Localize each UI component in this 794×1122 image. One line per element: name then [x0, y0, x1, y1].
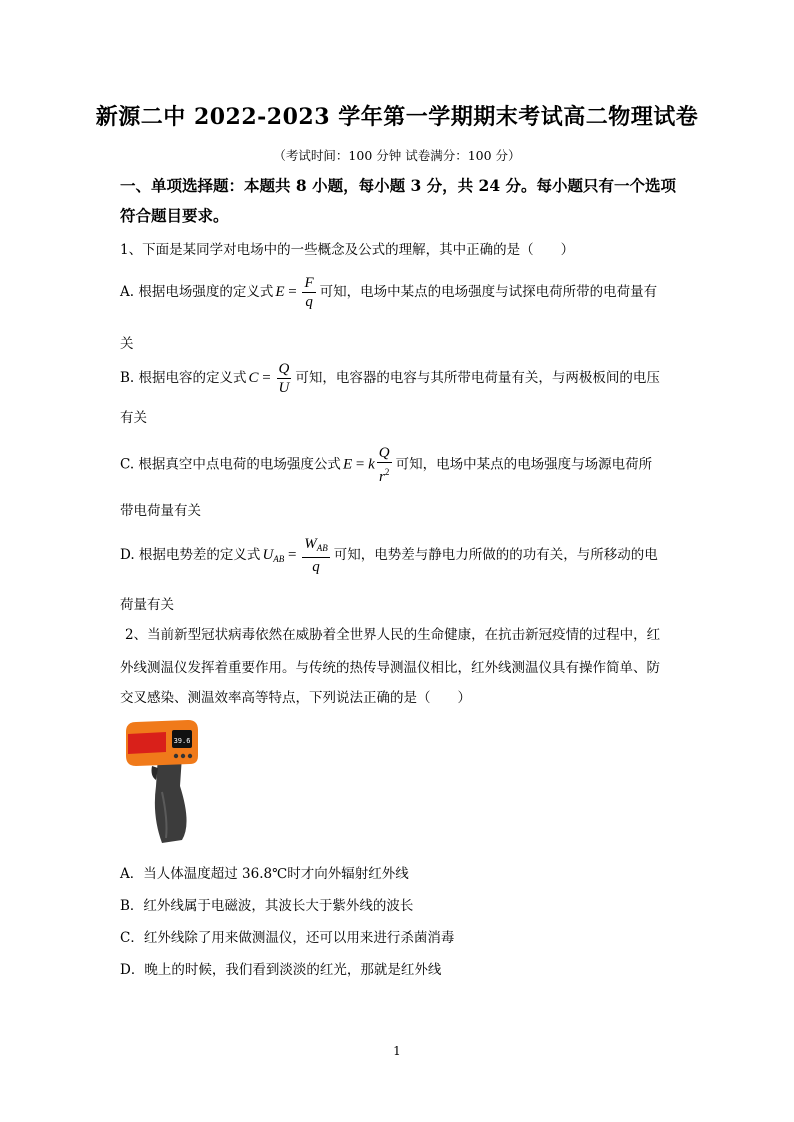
q1-option-c-cont: 带电荷量有关 — [120, 503, 201, 519]
sym-eq: = — [284, 283, 301, 300]
q1-b-pre: B. 根据电容的定义式 — [120, 370, 247, 386]
page-number: 1 — [393, 1044, 401, 1058]
sym-sub-ab: AB — [273, 553, 285, 564]
formula-e-f-q — [275, 274, 317, 311]
infrared-thermometer-image — [122, 716, 202, 846]
sym-eq: = — [258, 369, 275, 386]
q1-stem: 1、下面是某同学对电场中的一些概念及公式的理解，其中正确的是（ ） — [120, 242, 575, 258]
sym-sub-ab: AB — [316, 543, 328, 553]
thermometer-reading: 39.6 — [173, 737, 191, 745]
sym-q-cap: Q — [378, 445, 390, 461]
sym-r2 — [377, 463, 392, 486]
sym-u: U — [278, 380, 290, 396]
frac-wab-q — [302, 535, 330, 576]
q2-stem-line1: 2、当前新型冠状病毒依然在威胁着全世界人民的生命健康，在抗击新冠疫情的过程中，红 — [125, 627, 661, 643]
sym-eq: = — [352, 456, 369, 473]
thermometer-button-3 — [188, 754, 192, 758]
q1-option-d-cont: 荷量有关 — [120, 597, 174, 613]
sym-wab — [302, 535, 330, 558]
sym-c: C — [248, 369, 259, 386]
q2-option-c: C．红外线除了用来做测温仪，还可以用来进行杀菌消毒 — [120, 930, 455, 946]
sym-q-cap: Q — [278, 361, 290, 377]
q1-b-post: 可知，电容器的电容与其所带电荷量有关，与两极板间的电压 — [295, 370, 660, 386]
q2-stem-line2: 外线测温仪发挥着重要作用。与传统的热传导测温仪相比，红外线测温仪具有操作简单、防 — [120, 660, 660, 676]
frac-q-u — [277, 360, 292, 397]
q1-c-post: 可知，电场中某点的电场强度与场源电荷所 — [395, 456, 653, 473]
sym-u: U — [262, 546, 274, 563]
q2-option-d: D．晚上的时候，我们看到淡淡的红光，那就是红外线 — [120, 962, 442, 978]
sym-f: F — [304, 275, 314, 291]
sym-e: E — [342, 456, 353, 473]
sym-w: W — [304, 536, 317, 552]
section-heading-line1: 一、单项选择题：本题共 8 小题，每小题 3 分，共 24 分。每小题只有一个选项 — [120, 176, 677, 195]
q2-stem-line3: 交叉感染、测温效率高等特点，下列说法正确的是（ ） — [120, 690, 471, 706]
sym-exp-2: 2 — [384, 467, 390, 477]
sym-q: q — [305, 294, 313, 310]
q1-option-b-cont: 有关 — [120, 410, 147, 426]
q1-option-a-cont: 关 — [120, 336, 134, 352]
sym-k: k — [368, 456, 375, 473]
q1-a-post: 可知，电场中某点的电场强度与试探电荷所带的电荷量有 — [319, 284, 658, 300]
q2-option-b: B．红外线属于电磁波，其波长大于紫外线的波长 — [120, 898, 414, 914]
exam-subtitle: （考试时间：100 分钟 试卷满分：100 分） — [273, 148, 521, 163]
frac-f-q — [302, 274, 315, 311]
sym-e: E — [275, 283, 285, 300]
q1-d-pre: D. 根据电势差的定义式 — [120, 547, 261, 563]
q1-option-a — [120, 274, 680, 311]
sym-r: r — [379, 469, 385, 485]
q1-option-c — [120, 444, 680, 486]
thermometer-button-1 — [174, 754, 178, 758]
formula-c-q-u — [249, 360, 294, 397]
q1-d-post: 可知，电势差与静电力所做的的功有关，与所移动的电 — [333, 547, 658, 563]
thermometer-handle — [155, 756, 187, 843]
thermometer-red-panel — [128, 732, 166, 754]
formula-e-kq-r2 — [343, 444, 394, 486]
q1-option-d — [120, 535, 680, 576]
sym-q: q — [312, 559, 320, 575]
exam-title: 新源二中 2022-2023 学年第一学期期末考试高二物理试卷 — [95, 104, 699, 130]
thermometer-button-2 — [181, 754, 185, 758]
q1-a-pre: A. 根据电场强度的定义式 — [120, 284, 274, 300]
q1-c-pre: C. 根据真空中点电荷的电场强度公式 — [120, 456, 341, 473]
q1-option-b — [120, 360, 680, 397]
q2-option-a: A．当人体温度超过 36.8℃时才向外辐射红外线 — [120, 866, 409, 882]
formula-uab-wab-q — [262, 535, 331, 576]
sym-eq: = — [284, 546, 301, 563]
frac-q-r2 — [377, 444, 392, 486]
section-heading-line2: 符合题目要求。 — [120, 206, 229, 225]
